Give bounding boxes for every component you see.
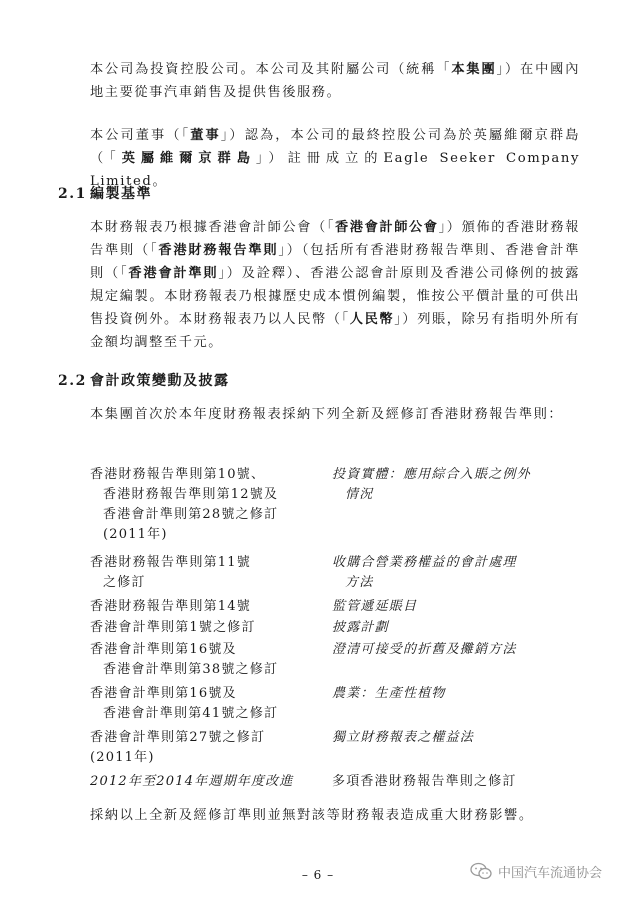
section-title: 會計政策變動及披露	[90, 373, 230, 389]
section-heading-2-2	[58, 370, 230, 390]
defined-term: 本集團	[451, 62, 497, 77]
text: 」）頒佈的香港財務報告準則（「	[90, 220, 580, 258]
text: 」）列賬，除另有指明外所有金額均調整至千元。	[90, 312, 580, 350]
text: 採納以上全新及經修訂準則並無對該等財務報表造成重大財務影響。	[90, 808, 534, 823]
standard-subject: 多項香港財務報告準則之修訂	[332, 774, 517, 789]
text: 」）註冊成立的Eagle Seeker Company Limited。	[90, 151, 580, 189]
text: 本財務報表乃根據香港會計師公會（「	[90, 220, 335, 235]
paragraph-basis-of-preparation	[90, 216, 580, 354]
standard-name: 2012年至2014年週期年度改進	[90, 774, 294, 789]
section-number: 2.2	[58, 373, 87, 389]
section-title: 編製基準	[90, 186, 152, 202]
standard-subject: 澄清可接受的折舊及攤銷方法	[332, 642, 517, 657]
text: 本集團首次於本年度財務報表採納下列全新及經修訂香港財務報告準則：	[90, 407, 564, 422]
page-number: – 6 –	[301, 868, 335, 882]
section-heading-2-1	[58, 183, 152, 203]
standard-subject: 披露計劃	[332, 620, 389, 635]
standard-name: 香港會計準則第16號及 香港會計準則第41號之修訂	[90, 686, 279, 721]
text: 」）在中國內地主要從事汽車銷售及提供售後服務。	[90, 62, 580, 100]
text: 」）認為，本公司的最終控股公司為於英屬維爾京群島（「	[90, 128, 580, 166]
standard-subject: 農業：生產性植物	[332, 686, 446, 701]
wechat-icon	[470, 862, 492, 880]
defined-term: 香港會計師公會	[335, 220, 439, 235]
paragraph-company-intro	[90, 58, 580, 104]
paragraph-adoption-impact	[90, 804, 580, 827]
standard-name: 香港財務報告準則第10號、 香港財務報告準則第12號及 香港會計準則第28號之修訂 (2011年)	[90, 467, 279, 542]
defined-term: 香港財務報告準則	[158, 243, 279, 258]
standard-name: 香港會計準則第1號之修訂	[90, 620, 256, 635]
defined-term: 香港會計準則	[128, 266, 219, 281]
standard-subject: 收購合營業務權益的會計處理 方法	[332, 555, 517, 590]
defined-term: 英屬維爾京群島	[121, 151, 256, 166]
standard-subject: 獨立財務報表之權益法	[332, 730, 475, 745]
watermark-text: 中国汽车流通协会	[498, 865, 603, 881]
standard-subject: 投資實體：應用綜合入賬之例外 情況	[332, 467, 531, 502]
text: 本公司為投資控股公司。本公司及其附屬公司（統稱「	[90, 62, 452, 77]
standard-name: 香港財務報告準則第14號	[90, 599, 251, 614]
paragraph-holding-company	[90, 124, 580, 193]
watermark	[470, 856, 630, 886]
text: 本公司董事（「	[90, 128, 191, 143]
standard-subject: 監管遞延賬目	[332, 599, 418, 614]
paragraph-adoption-intro	[90, 403, 580, 426]
standard-name: 香港會計準則第27號之修訂 (2011年)	[90, 730, 266, 765]
standard-name: 香港財務報告準則第11號 之修訂	[90, 555, 251, 590]
text: 」）（包括所有香港財務報告準則、香港會計準則（「	[90, 243, 580, 281]
standard-name: 香港會計準則第16號及 香港會計準則第38號之修訂	[90, 642, 279, 677]
defined-term: 人民幣	[349, 312, 395, 327]
text: 」）及詮釋）、香港公認會計原則及香港公司條例的披露規定編製。本財務報表乃根據歷史成本慣例編製，惟按公平價計量的可供出售投資例外。本財務報表乃以人民幣（「	[90, 266, 580, 327]
section-number: 2.1	[58, 186, 87, 202]
defined-term: 董事	[190, 128, 221, 143]
